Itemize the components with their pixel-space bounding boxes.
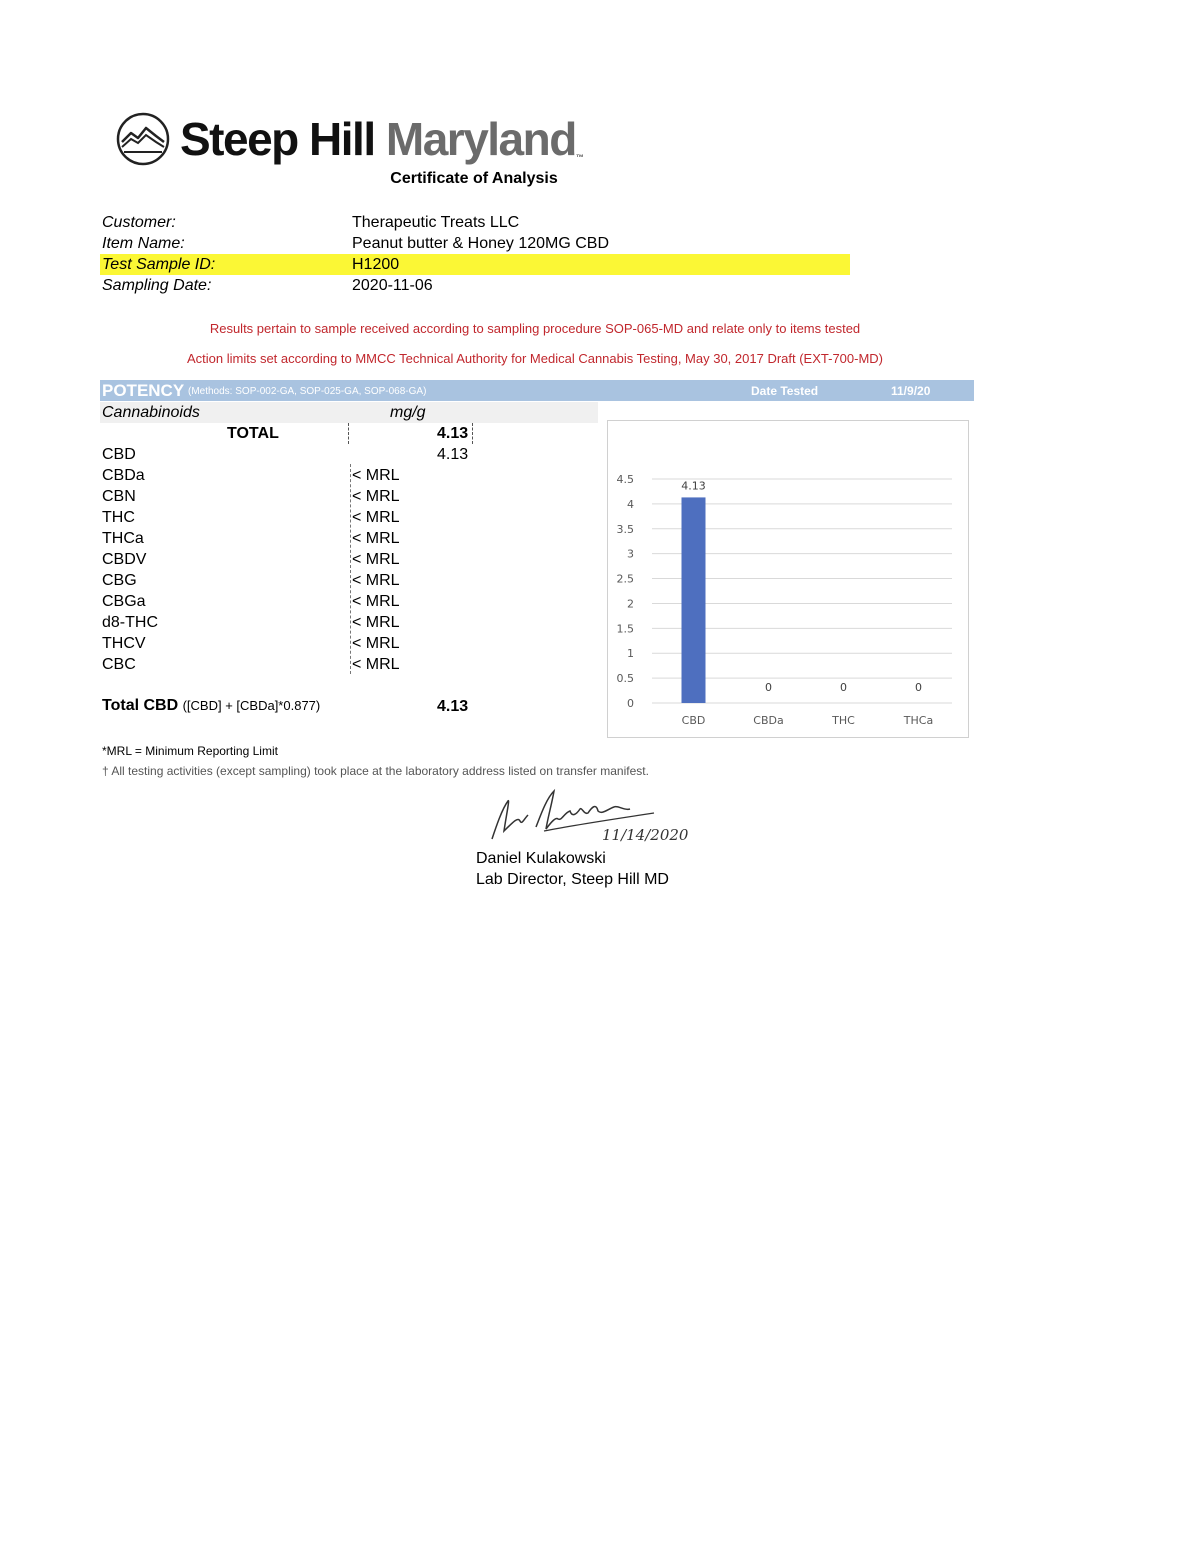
brand-name: [180, 113, 584, 165]
y-tick-label: 0.5: [616, 672, 634, 686]
y-tick-label: 2.5: [616, 572, 634, 586]
info-value: Peanut butter & Honey 120MG CBD: [352, 235, 610, 252]
total-cbd-title: Total CBD: [102, 697, 179, 714]
trademark-mark: ™: [575, 153, 584, 162]
cannabinoid-value: < MRL: [352, 614, 400, 631]
info-value: H1200: [352, 256, 400, 273]
divider: [472, 423, 473, 444]
mountain-logo-icon: [116, 112, 170, 166]
potency-methods: (Methods: SOP-002-GA, SOP-025-GA, SOP-068-GA): [188, 386, 427, 397]
table-row: [100, 570, 480, 591]
cannabinoid-value: < MRL: [352, 467, 400, 484]
bar-chart: [608, 421, 970, 739]
total-cbd-value: 4.13: [437, 698, 469, 715]
cannabinoid-value: < MRL: [352, 656, 400, 673]
cannabinoids-header: [100, 402, 598, 423]
footnote-mrl: *MRL = Minimum Reporting Limit: [102, 744, 278, 758]
company-logo: [116, 110, 584, 168]
x-tick-label: THCa: [903, 714, 934, 727]
cannabinoid-table: [100, 444, 480, 675]
cannabinoid-name: CBGa: [102, 593, 146, 610]
table-row: [100, 612, 480, 633]
potency-header: [100, 380, 974, 401]
info-label: Sampling Date:: [102, 277, 212, 294]
table-row: [100, 444, 480, 465]
cannabinoid-value: < MRL: [352, 509, 400, 526]
cannabinoid-name: CBDa: [102, 467, 145, 484]
info-label: Customer:: [102, 214, 176, 231]
table-row: [100, 528, 480, 549]
info-row-customer: [100, 212, 850, 233]
col-cannabinoids: Cannabinoids: [102, 404, 200, 421]
notice-sampling: Results pertain to sample received according to sampling procedure SOP-065-MD and relate only to items tested: [209, 321, 861, 336]
cannabinoid-value: < MRL: [352, 488, 400, 505]
total-cbd-formula: ([CBD] + [CBDa]*0.877): [182, 698, 321, 713]
bar-cbd: [682, 497, 706, 703]
y-tick-label: 3: [627, 547, 634, 561]
signer-block: [476, 848, 669, 890]
col-unit: mg/g: [390, 404, 426, 421]
data-label: 0: [915, 681, 922, 694]
x-tick-label: CBDa: [753, 714, 784, 727]
cannabinoid-name: d8-THC: [102, 614, 159, 631]
info-label: Item Name:: [102, 235, 185, 252]
y-tick-label: 1.5: [616, 622, 634, 636]
x-tick-label: CBD: [681, 714, 706, 727]
divider: [348, 423, 349, 444]
total-value: 4.13: [437, 425, 469, 442]
table-row: [100, 465, 480, 486]
total-row: [100, 423, 480, 444]
cannabinoid-name: CBDV: [102, 551, 147, 568]
table-row: [100, 486, 480, 507]
date-tested-label: Date Tested: [751, 384, 819, 398]
info-label: Test Sample ID:: [102, 256, 216, 273]
info-row-sample-id: [100, 254, 850, 275]
cannabinoid-value: < MRL: [352, 635, 400, 652]
data-label: 0: [840, 681, 847, 694]
potency-title: POTENCY: [102, 381, 185, 400]
date-tested-value: 11/9/20: [891, 384, 931, 398]
cannabinoid-name: CBD: [102, 446, 136, 463]
cannabinoid-value: < MRL: [352, 593, 400, 610]
cannabinoid-name: CBN: [102, 488, 136, 505]
footnote-testing: † All testing activities (except sampling) took place at the laboratory address listed on transfer manifest.: [102, 764, 649, 778]
signer-name: Daniel Kulakowski: [476, 850, 606, 867]
data-label: 0: [765, 681, 772, 694]
document-title: Certificate of Analysis: [390, 170, 558, 187]
y-tick-label: 1: [627, 647, 634, 661]
cannabinoid-name: THCV: [102, 635, 146, 652]
cannabinoid-value: < MRL: [352, 551, 400, 568]
divider: [350, 464, 351, 674]
cannabinoid-value: < MRL: [352, 572, 400, 589]
signature-date: 11/14/2020: [602, 826, 689, 844]
y-tick-label: 2: [627, 597, 634, 611]
table-row: [100, 654, 480, 675]
total-label: TOTAL: [227, 425, 279, 442]
info-row-item-name: [100, 233, 850, 254]
cannabinoid-value: 4.13: [437, 446, 469, 463]
y-tick-label: 4.5: [616, 473, 634, 486]
cannabinoid-name: THCa: [102, 530, 144, 547]
y-tick-label: 3.5: [616, 522, 634, 536]
cannabinoid-value: < MRL: [352, 530, 400, 547]
info-value: Therapeutic Treats LLC: [352, 214, 520, 231]
signer-title: Lab Director, Steep Hill MD: [476, 871, 669, 888]
info-value: 2020-11-06: [352, 277, 433, 294]
cannabinoid-name: THC: [102, 509, 135, 526]
table-row: [100, 549, 480, 570]
table-row: [100, 507, 480, 528]
brand-word-1: Steep Hill: [180, 113, 375, 165]
total-cbd-label: [102, 695, 320, 716]
y-tick-label: 4: [627, 497, 634, 511]
sample-info: [100, 212, 850, 296]
cannabinoid-name: CBG: [102, 572, 137, 589]
table-row: [100, 591, 480, 612]
x-tick-label: THC: [832, 714, 855, 727]
info-row-sampling-date: [100, 275, 850, 296]
cannabinoid-name: CBC: [102, 656, 136, 673]
notice-action-limits: Action limits set according to MMCC Technical Authority for Medical Cannabis Testing, May 30, 2017 Draft (EXT-700-MD): [186, 351, 884, 366]
data-label: 4.13: [681, 479, 706, 493]
potency-chart: [607, 420, 969, 738]
y-tick-label: 0: [627, 697, 634, 710]
brand-word-2: Maryland: [385, 113, 576, 165]
table-row: [100, 633, 480, 654]
